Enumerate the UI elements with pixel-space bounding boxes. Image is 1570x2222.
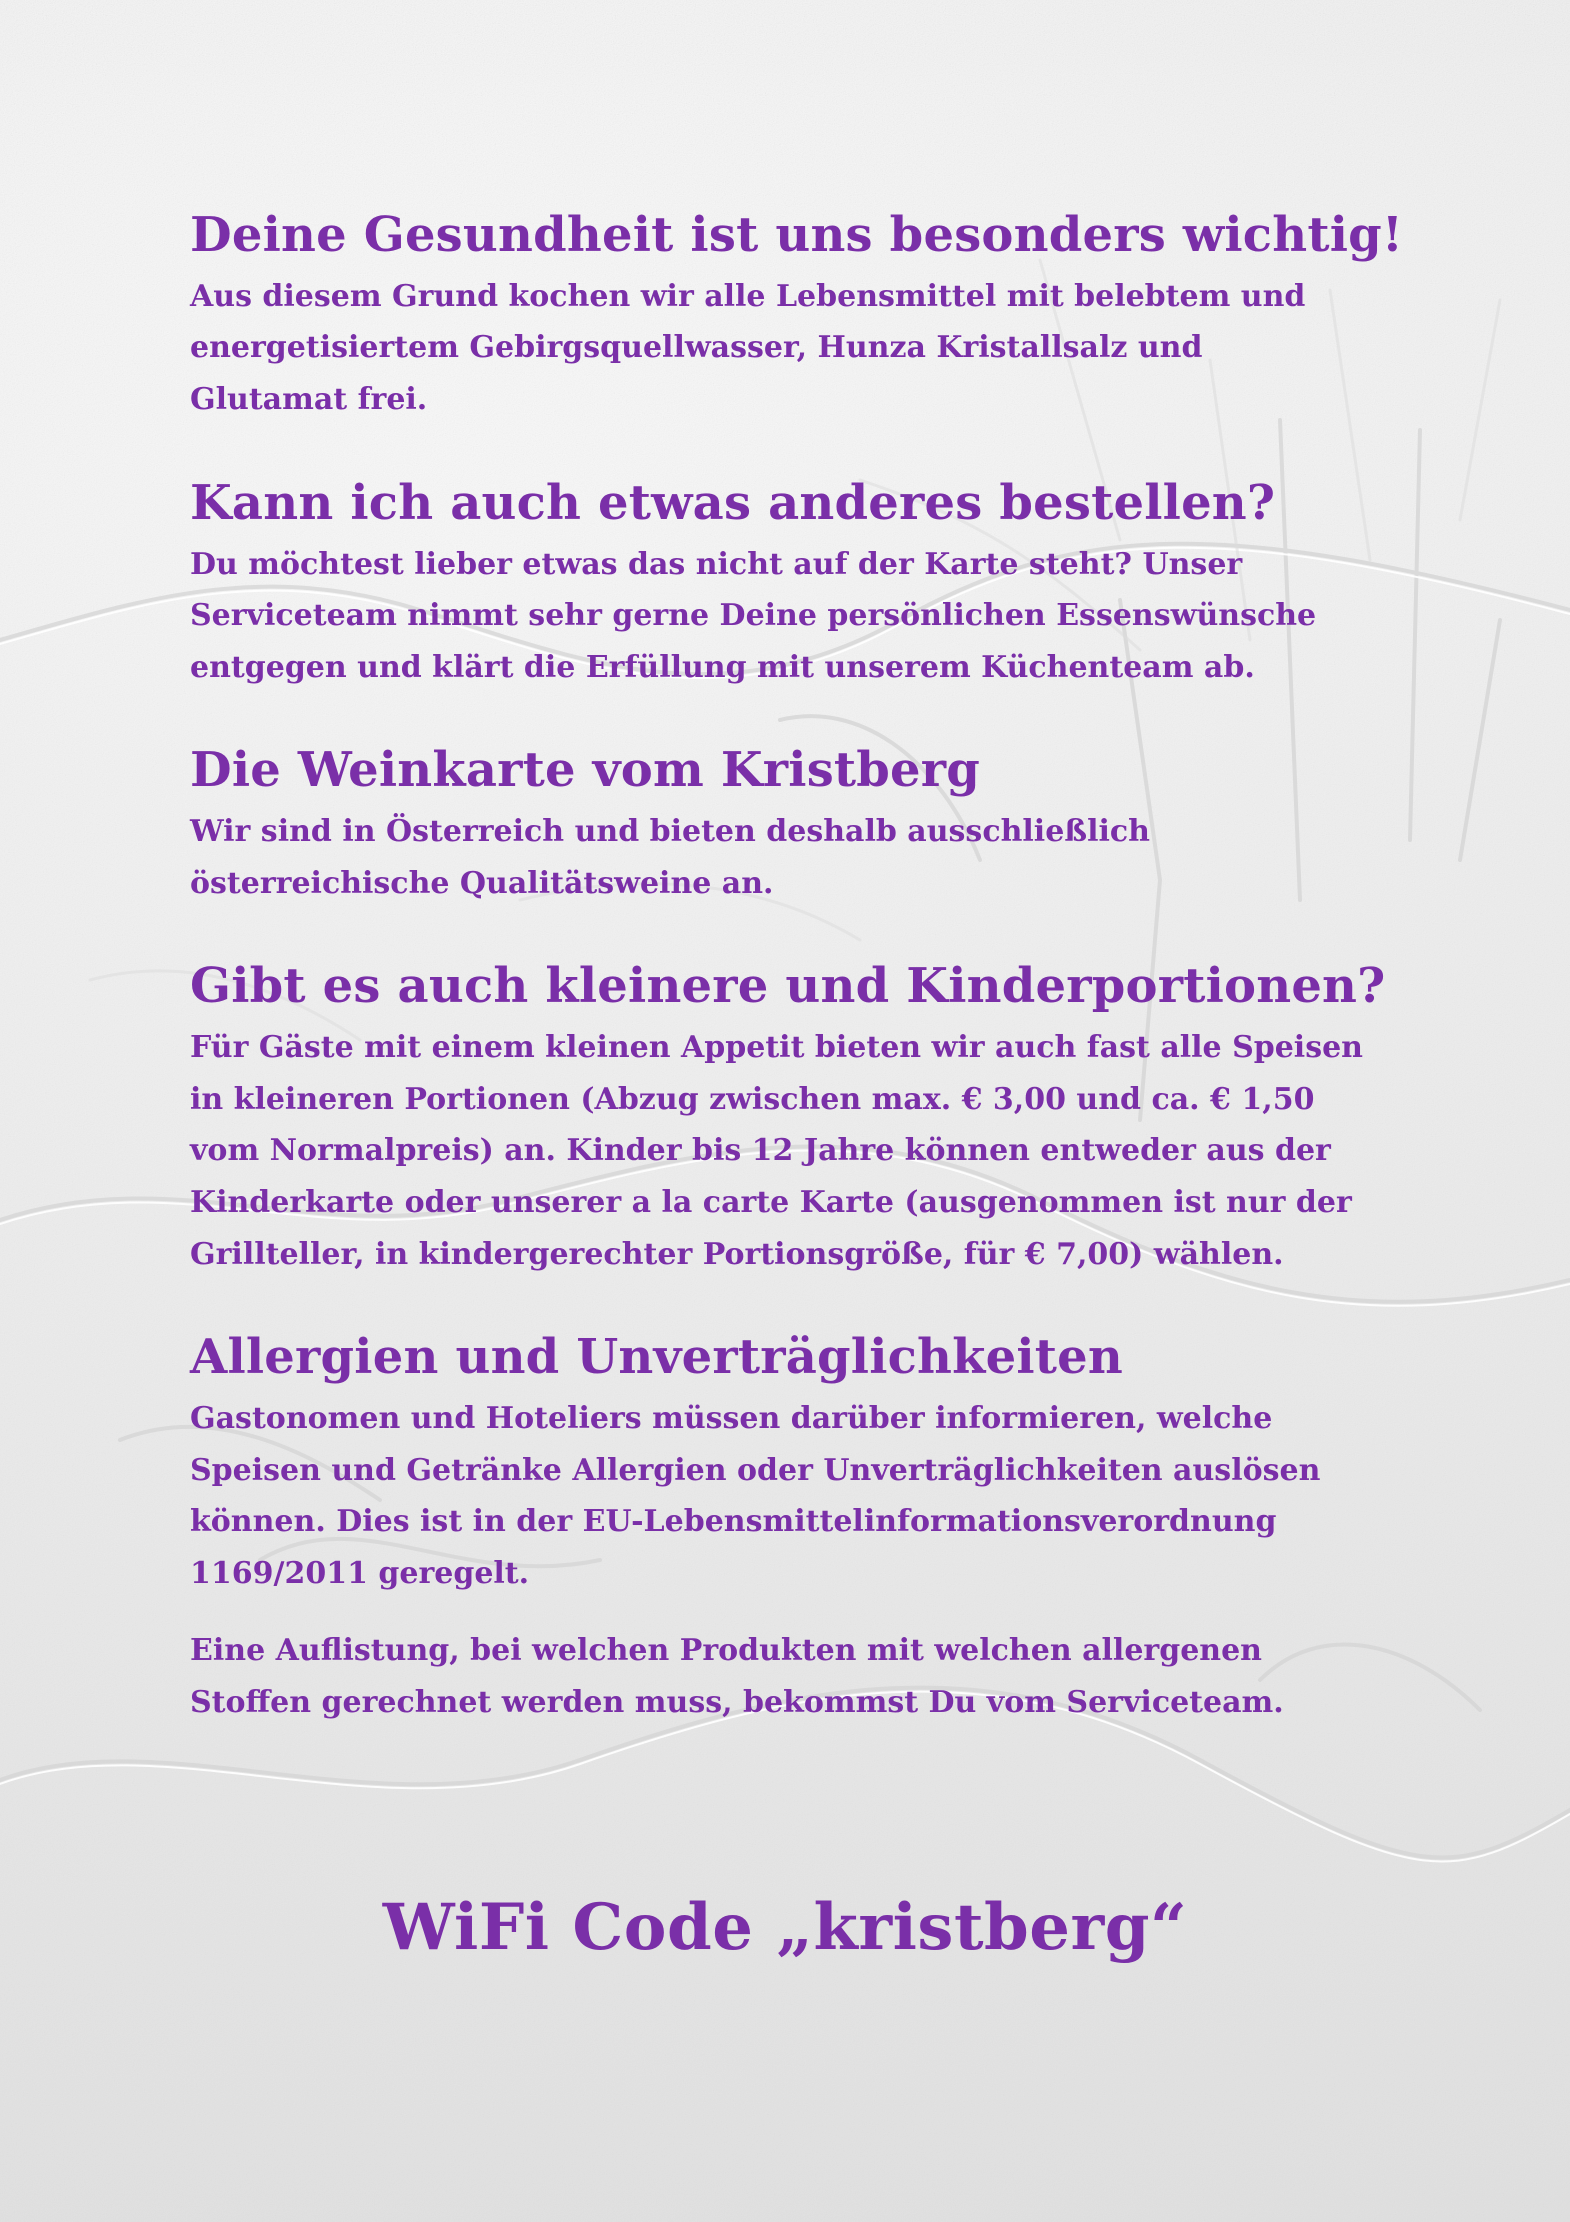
- section-allergies: [190, 1329, 1370, 1728]
- paragraph-portions: Für Gäste mit einem kleinen Appetit bieten wir auch fast alle Speisen in kleineren Portionen (Abzug zwischen max. € 3,00 und ca. € 1,50 vom Normalpreis) an. Kinder bis 12 Jahre können entweder aus der Kinderkarte oder unserer a la carte Karte (ausgenommen ist nur der Grillteller, in kindergerechter Portionsgröße, für € 7,00) wählen.: [190, 1030, 1363, 1272]
- paragraph-health: Aus diesem Grund kochen wir alle Lebensmittel mit belebtem und energetisiertem Gebirgsquellwasser, Hunza Kristallsalz und Glutamat frei.: [190, 278, 1306, 418]
- paragraph-wine-list: Wir sind in Österreich und bieten deshalb ausschließlich österreichische Qualitätsweine an.: [190, 814, 1150, 901]
- heading-portions: Gibt es auch kleinere und Kinderportionen?: [190, 958, 1386, 1015]
- heading-allergies: Allergien und Unverträglichkeiten: [190, 1329, 1123, 1386]
- section-special-order: [190, 474, 1370, 694]
- paragraph-allergies-list: Eine Auflistung, bei welchen Produkten mit welchen allergenen Stoffen gerechnet werden muss, bekommst Du vom Serviceteam.: [190, 1633, 1284, 1721]
- heading-special-order: Kann ich auch etwas anderes bestellen?: [190, 474, 1276, 531]
- paragraph-special-order: Du möchtest lieber etwas das nicht auf der Karte steht? Unser Serviceteam nimmt sehr gerne Deine persönlichen Essenswünsche entgegen und klärt die Erfüllung mit unserem Küchenteam ab.: [190, 546, 1317, 685]
- section-wine-list: [190, 742, 1370, 909]
- wifi-code: WiFi Code „kristberg“: [382, 1890, 1188, 1965]
- paragraph-allergies-info: Gastonomen und Hoteliers müssen darüber informieren, welche Speisen und Getränke Allergien oder Unverträglichkeiten auslösen können. Dies ist in der EU-Lebensmittelinformationsverordnung 1169/2011 geregelt.: [190, 1401, 1321, 1591]
- heading-health: Deine Gesundheit ist uns besonders wichtig!: [190, 207, 1404, 263]
- section-health: [190, 207, 1404, 426]
- content-column: [190, 207, 1404, 1781]
- section-portions: [190, 958, 1386, 1280]
- heading-wine-list: Die Weinkarte vom Kristberg: [190, 742, 981, 799]
